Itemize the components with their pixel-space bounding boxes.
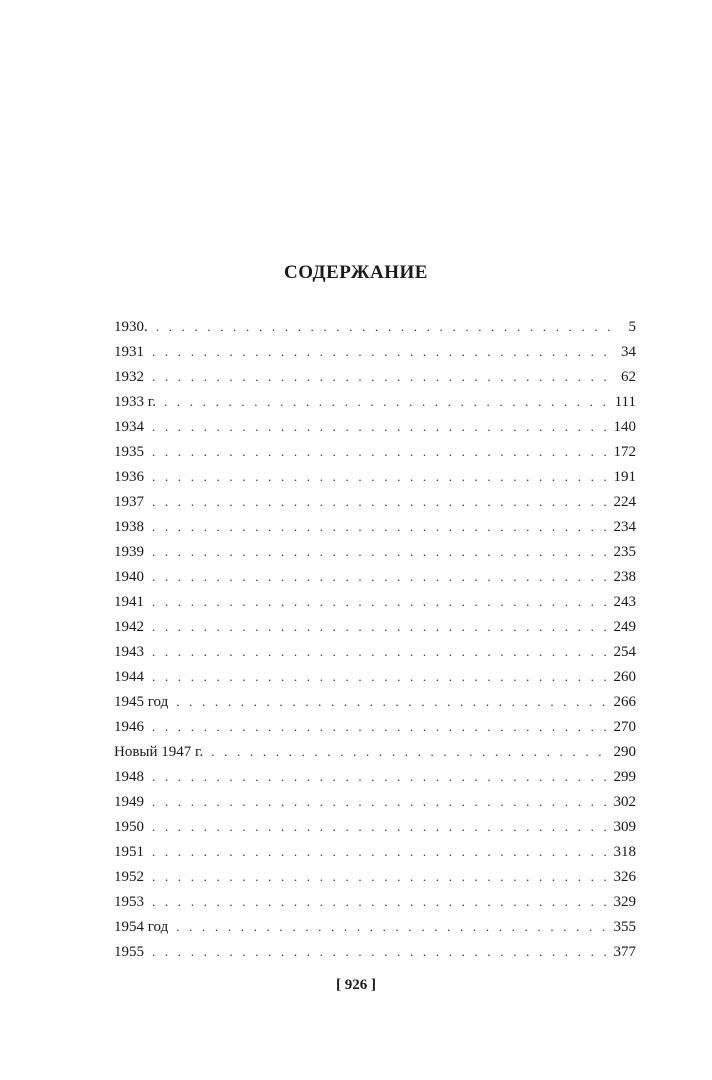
dot-leader bbox=[152, 539, 611, 564]
toc-entry-title: 1933 г. bbox=[114, 394, 156, 410]
toc-entry-title: 1934 bbox=[114, 419, 144, 435]
dot-leader bbox=[176, 689, 610, 714]
toc-entry-title: 1941 bbox=[114, 594, 144, 610]
dot-leader bbox=[152, 664, 611, 689]
toc-entry-page: 235 bbox=[613, 544, 636, 560]
toc-entry[interactable] bbox=[114, 364, 636, 389]
toc-entry[interactable] bbox=[114, 339, 636, 364]
toc-entry-title: 1954 год bbox=[114, 919, 169, 935]
dot-leader bbox=[152, 514, 611, 539]
dot-leader bbox=[152, 439, 611, 464]
toc-entry[interactable] bbox=[114, 914, 636, 939]
toc-entry[interactable] bbox=[114, 614, 636, 639]
toc-entry-title: 1932 bbox=[114, 369, 144, 385]
toc-entry-page: 172 bbox=[613, 444, 636, 460]
toc-entry[interactable] bbox=[114, 664, 636, 689]
toc-entry-page: 329 bbox=[613, 894, 636, 910]
toc-entry-page: 270 bbox=[613, 719, 636, 735]
toc-entry-title: 1946 bbox=[114, 719, 144, 735]
toc-entry-page: 266 bbox=[613, 694, 636, 710]
toc-entry[interactable] bbox=[114, 714, 636, 739]
toc-entry-page: 326 bbox=[613, 869, 636, 885]
page-number bbox=[0, 977, 712, 994]
page-number-open-bracket: [ bbox=[336, 977, 341, 993]
toc-entry-page: 254 bbox=[613, 644, 636, 660]
toc-entry-page: 302 bbox=[613, 794, 636, 810]
toc-entry-title: Новый 1947 г. bbox=[114, 744, 204, 760]
toc-entry-page: 34 bbox=[621, 344, 636, 360]
toc-entry[interactable] bbox=[114, 439, 636, 464]
toc-entry[interactable] bbox=[114, 764, 636, 789]
dot-leader bbox=[152, 639, 611, 664]
toc-entry-title: 1945 год bbox=[114, 694, 169, 710]
toc-entry-page: 111 bbox=[614, 394, 636, 410]
toc-entry-page: 140 bbox=[613, 419, 636, 435]
toc-entry[interactable] bbox=[114, 414, 636, 439]
dot-leader bbox=[152, 764, 611, 789]
toc-entry-page: 318 bbox=[613, 844, 636, 860]
dot-leader bbox=[152, 814, 611, 839]
toc-entry-title: 1942 bbox=[114, 619, 144, 635]
toc-entry[interactable] bbox=[114, 789, 636, 814]
toc-entry[interactable] bbox=[114, 739, 636, 764]
toc-entry-page: 234 bbox=[613, 519, 636, 535]
toc-entry-title: 1943 bbox=[114, 644, 144, 660]
toc-entry-page: 377 bbox=[613, 944, 636, 960]
toc-entry-title: 1955 bbox=[114, 944, 144, 960]
dot-leader bbox=[152, 414, 611, 439]
dot-leader bbox=[152, 489, 611, 514]
toc-entry[interactable] bbox=[114, 839, 636, 864]
dot-leader bbox=[152, 564, 611, 589]
toc-entry[interactable] bbox=[114, 864, 636, 889]
dot-leader bbox=[211, 739, 610, 764]
toc-entry-title: 1937 bbox=[114, 494, 144, 510]
page-number-value: 926 bbox=[344, 977, 368, 993]
toc-entry-title: 1949 bbox=[114, 794, 144, 810]
toc-entry[interactable] bbox=[114, 314, 636, 339]
toc-entry-page: 299 bbox=[613, 769, 636, 785]
toc-title: СОДЕРЖАНИЕ bbox=[284, 262, 428, 283]
toc-entry[interactable] bbox=[114, 464, 636, 489]
dot-leader bbox=[152, 864, 611, 889]
toc-entry-page: 238 bbox=[613, 569, 636, 585]
toc-entry-page: 5 bbox=[628, 319, 636, 335]
toc-entry[interactable] bbox=[114, 514, 636, 539]
dot-leader bbox=[152, 839, 611, 864]
dot-leader bbox=[152, 614, 611, 639]
dot-leader bbox=[152, 589, 611, 614]
table-of-contents bbox=[114, 314, 636, 964]
toc-entry-title: 1953 bbox=[114, 894, 144, 910]
toc-entry-page: 224 bbox=[613, 494, 636, 510]
toc-entry-title: 1944 bbox=[114, 669, 144, 685]
toc-entry-title: 1952 bbox=[114, 869, 144, 885]
toc-entry-title: 1948 bbox=[114, 769, 144, 785]
toc-entry-title: 1938 bbox=[114, 519, 144, 535]
toc-entry[interactable] bbox=[114, 589, 636, 614]
toc-entry-title: 1930. bbox=[114, 319, 148, 335]
toc-entry-title: 1950 bbox=[114, 819, 144, 835]
toc-entry-page: 290 bbox=[613, 744, 636, 760]
toc-entry[interactable] bbox=[114, 489, 636, 514]
dot-leader bbox=[152, 889, 611, 914]
toc-entry[interactable] bbox=[114, 639, 636, 664]
dot-leader bbox=[176, 914, 610, 939]
toc-entry-title: 1936 bbox=[114, 469, 144, 485]
dot-leader bbox=[152, 464, 611, 489]
toc-entry-title: 1939 bbox=[114, 544, 144, 560]
toc-entry[interactable] bbox=[114, 689, 636, 714]
dot-leader bbox=[156, 314, 611, 339]
toc-entry[interactable] bbox=[114, 389, 636, 414]
dot-leader bbox=[164, 389, 611, 414]
toc-entry-title: 1951 bbox=[114, 844, 144, 860]
toc-entry-page: 260 bbox=[613, 669, 636, 685]
toc-entry-title: 1940 bbox=[114, 569, 144, 585]
dot-leader bbox=[152, 939, 611, 964]
dot-leader bbox=[152, 789, 611, 814]
toc-entry[interactable] bbox=[114, 564, 636, 589]
page-number-close-bracket: ] bbox=[371, 977, 376, 993]
toc-entry-title: 1935 bbox=[114, 444, 144, 460]
toc-entry-page: 249 bbox=[613, 619, 636, 635]
toc-entry[interactable] bbox=[114, 889, 636, 914]
toc-entry[interactable] bbox=[114, 814, 636, 839]
toc-entry-page: 355 bbox=[613, 919, 636, 935]
dot-leader bbox=[152, 714, 611, 739]
toc-entry-page: 309 bbox=[613, 819, 636, 835]
toc-entry-title: 1931 bbox=[114, 344, 144, 360]
toc-entry-page: 243 bbox=[613, 594, 636, 610]
dot-leader bbox=[152, 339, 611, 364]
toc-entry-page: 191 bbox=[613, 469, 636, 485]
toc-entry-page: 62 bbox=[621, 369, 636, 385]
dot-leader bbox=[152, 364, 611, 389]
toc-entry[interactable] bbox=[114, 939, 636, 964]
toc-entry[interactable] bbox=[114, 539, 636, 564]
